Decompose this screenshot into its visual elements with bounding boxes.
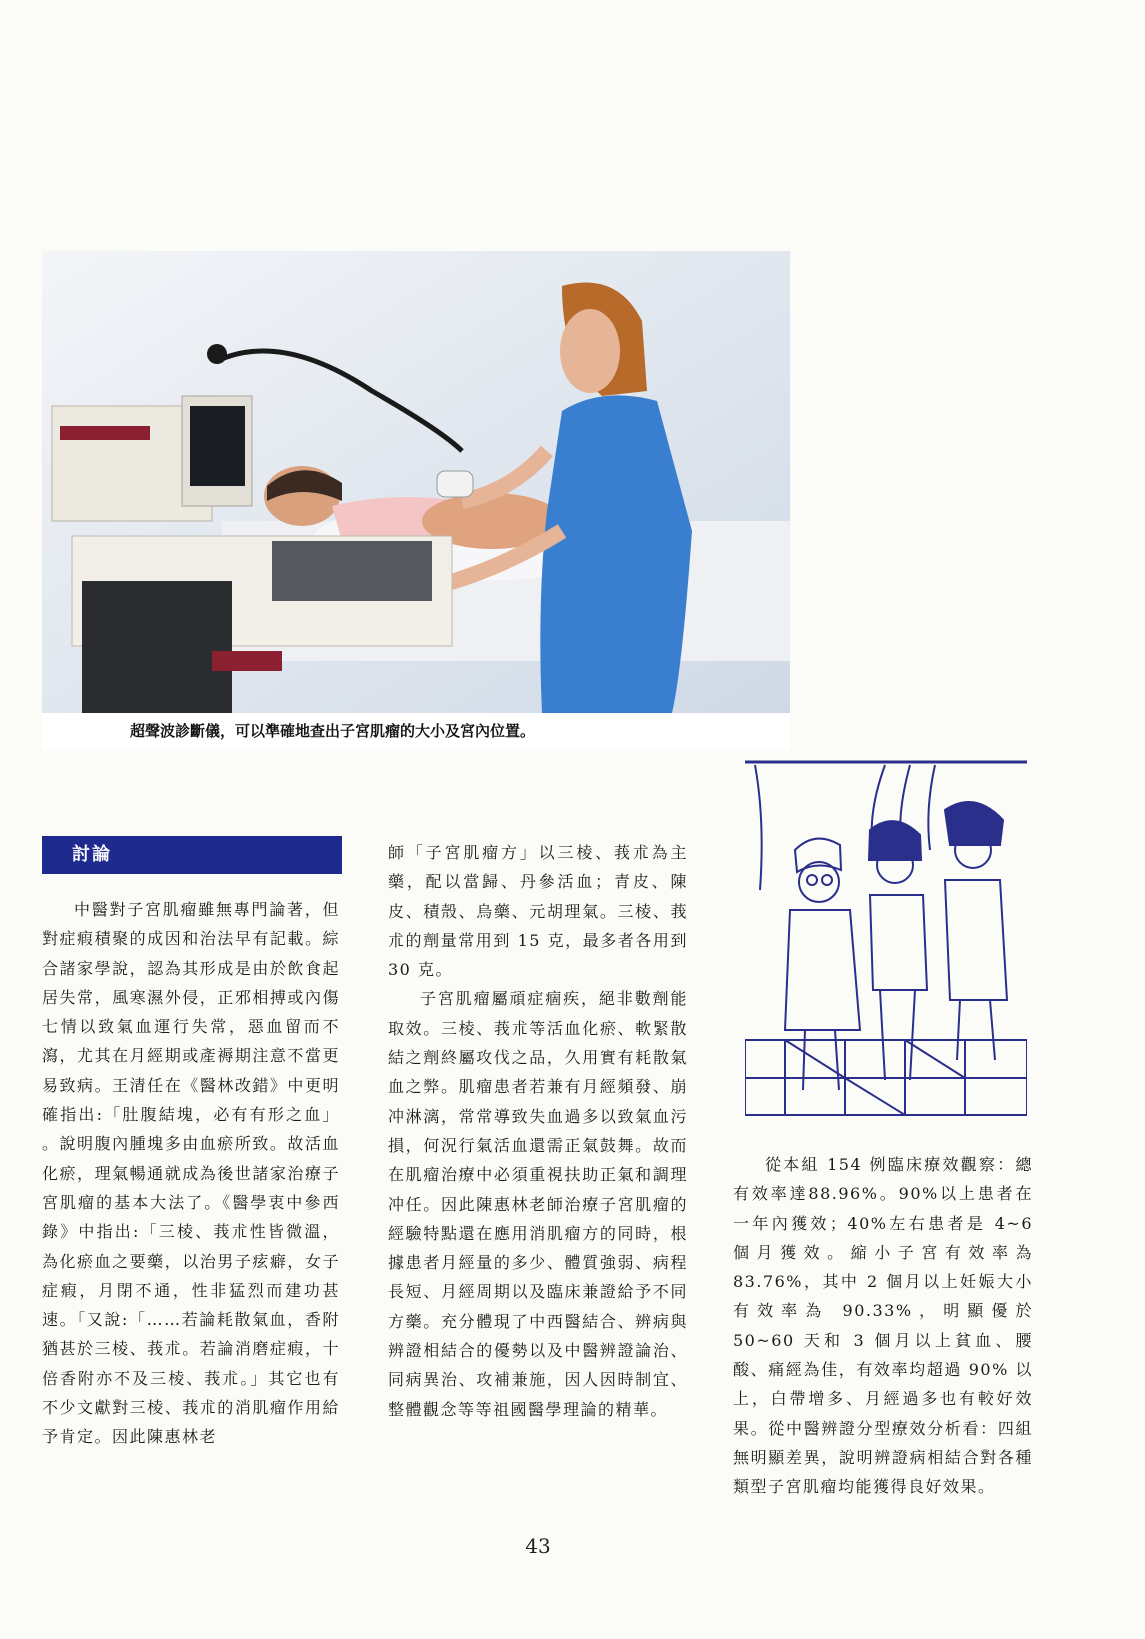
text-column-3	[733, 1150, 1033, 1502]
monitor-screen	[190, 406, 245, 486]
keyboard	[272, 541, 432, 601]
paragraph: 師「子宮肌瘤方」以三棱、莪朮為主藥，配以當歸、丹參活血；青皮、陳皮、積殼、烏藥、元胡理氣。三棱、莪朮的劑量常用到 15 克，最多者各用到 30 克。	[388, 843, 688, 980]
paragraph: 子宮肌瘤屬頑症痼疾，絕非數劑能取效。三棱、莪朮等活血化瘀、軟緊散結之劑終屬攻伐之品，久用實有耗散氣血之弊。肌瘤患者若兼有月經頻發、崩冲淋漓，常常導致失血過多以致氣血污損，何況行氣活血還需正氣鼓舞。故而在肌瘤治療中必須重視扶助正氣和調理冲任。因此陳惠林老師治療子宮肌瘤的經驗特點還在應用消肌瘤方的同時，根據患者月經量的多少、體質強弱、病程長短、月經周期以及臨床兼證給予不同方藥。充分體現了中西醫結合、辨病與辨證相結合的優勢以及中醫辨證論治、同病異治、攻補兼施，因人因時制宜、整體觀念等等祖國醫學理論的精華。	[388, 989, 688, 1419]
photo-caption: 超聲波診斷儀，可以準確地查出子宮肌瘤的大小及宮內位置。	[42, 713, 790, 749]
probe	[437, 471, 473, 497]
cartoon-doctor-patients	[745, 760, 1027, 1116]
paragraph: 中醫對子宮肌瘤雖無專門論著，但對症瘕積聚的成因和治法早有記載。綜合諸家學說，認為其形成是由於飲食起居失常，風寒濕外侵，正邪相搏或內傷七情以致氣血運行失常，惡血留而不瀉，尤其在月經期或產褥期注意不當更易致病。王清任在《醫林改錯》中更明確指出:「肚腹結塊，必有有形之血」 。說明腹內腫塊多由血瘀所致。故活血化瘀，理氣暢通就成為後世諸家治療子宮肌瘤的基本大法了。《醫學衷中參西錄》中指出:「三棱、莪朮性皆微溫，為化瘀血之要藥，以治男子痃癖，女子症瘕，月閉不通，性非猛烈而建功甚速。「又說:「……若論耗散氣血，香附猶甚於三棱、莪朮。若論消磨症瘕，十倍香附亦不及三棱、莪朮。」其它也有不少文獻對三棱、莪朮的消肌瘤作用給予肯定。因此陳惠林老	[42, 900, 340, 1447]
section-title-discussion: 討論	[42, 836, 342, 874]
paragraph: 從本組 154 例臨床療效觀察：總有效率達88.96%。90%以上患者在一年內獲效；40%左右患者是 4~6 個月獲效。縮小子宮有效率為 83.76%，其中 2 個月以上妊娠大小有效率為 90.33%，明顯優於 50~60 天和 3 個月以上貧血、腰酸、痛經為佳，有效率均超過 90% 以上，白帶增多、月經過多也有較好效果。從中醫辨證分型療效分析看：四組無明顯差異，說明辨證病相結合對各種類型子宮肌瘤均能獲得良好效果。	[733, 1155, 1033, 1497]
ultrasound-photo-illustration	[42, 251, 790, 713]
text-column-1	[42, 895, 340, 1452]
text-column-2	[388, 838, 688, 1424]
page-number: 43	[525, 1534, 551, 1558]
ultrasound-photo	[42, 251, 790, 713]
